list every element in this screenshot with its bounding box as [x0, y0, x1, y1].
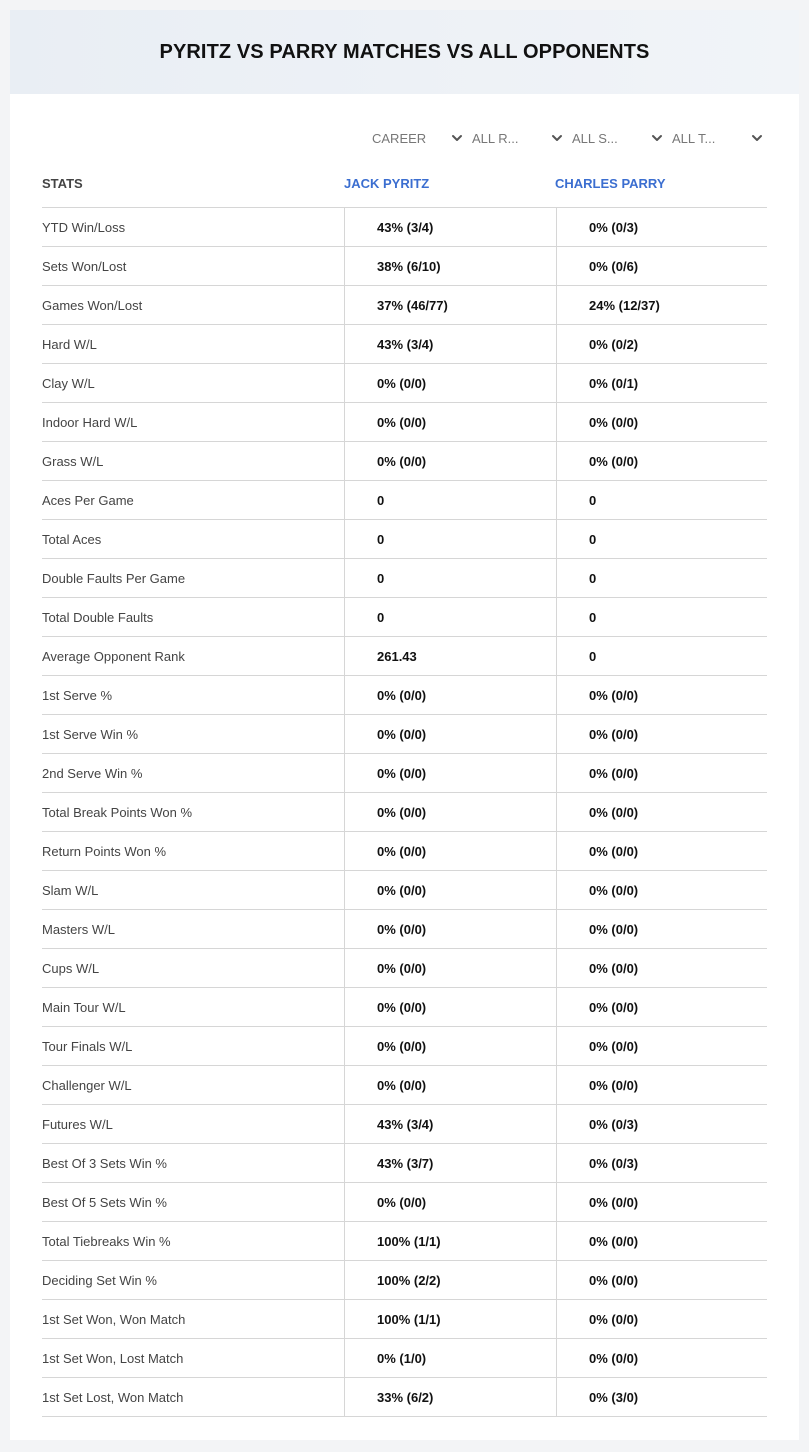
card-header — [10, 10, 799, 94]
tour-filter[interactable] — [667, 128, 767, 148]
table-row — [42, 1300, 767, 1339]
table-row — [42, 1144, 767, 1183]
player2-stat-value: 0% (0/0) — [556, 676, 767, 714]
table-row — [42, 1183, 767, 1222]
player2-stat-value: 0% (0/0) — [556, 988, 767, 1026]
player2-stat-value: 0 — [556, 637, 767, 675]
surface-filter[interactable] — [567, 128, 667, 148]
stat-label: Challenger W/L — [42, 1077, 132, 1093]
table-row — [42, 1105, 767, 1144]
player1-stat-value: 38% (6/10) — [344, 247, 556, 285]
player1-stat-value: 0% (0/0) — [344, 754, 556, 792]
player1-column-header[interactable]: JACK PYRITZ — [344, 176, 430, 191]
player1-stat-value: 0% (0/0) — [344, 1027, 556, 1065]
page-title: PYRITZ VS PARRY MATCHES VS ALL OPPONENTS — [159, 40, 650, 63]
stat-label: Games Won/Lost — [42, 297, 143, 313]
stat-label: Average Opponent Rank — [42, 648, 185, 664]
chevron-down-icon — [651, 132, 663, 144]
table-row — [42, 247, 767, 286]
stat-label: Best Of 3 Sets Win % — [42, 1155, 167, 1171]
player2-stat-value: 0% (0/2) — [556, 325, 767, 363]
table-row — [42, 325, 767, 364]
player2-stat-value: 0% (0/1) — [556, 364, 767, 402]
chevron-down-icon — [751, 132, 763, 144]
player1-stat-value: 0% (0/0) — [344, 871, 556, 909]
player2-stat-value: 0% (0/6) — [556, 247, 767, 285]
player2-stat-value: 0% (0/3) — [556, 1144, 767, 1182]
player1-stat-value: 0% (0/0) — [344, 949, 556, 987]
table-row — [42, 364, 767, 403]
player1-stat-value: 100% (2/2) — [344, 1261, 556, 1299]
stat-label: Masters W/L — [42, 921, 115, 937]
player2-stat-value: 0% (0/0) — [556, 442, 767, 480]
stat-label: 1st Set Lost, Won Match — [42, 1389, 184, 1405]
stat-label: Total Aces — [42, 531, 102, 547]
stats-table — [42, 160, 767, 1417]
player2-stat-value: 0 — [556, 481, 767, 519]
stat-label: Tour Finals W/L — [42, 1038, 133, 1054]
player2-stat-value: 0% (0/0) — [556, 715, 767, 753]
table-row — [42, 481, 767, 520]
table-row — [42, 1378, 767, 1417]
stats-column-header: STATS — [42, 176, 83, 191]
period-filter[interactable] — [367, 128, 467, 148]
player1-stat-value: 33% (6/2) — [344, 1378, 556, 1416]
stat-label: Deciding Set Win % — [42, 1272, 157, 1288]
stat-label: 1st Set Won, Won Match — [42, 1311, 186, 1327]
table-row — [42, 637, 767, 676]
table-header — [42, 160, 767, 208]
player1-stat-value: 43% (3/4) — [344, 208, 556, 246]
stat-label: Total Double Faults — [42, 609, 154, 625]
player2-stat-value: 0% (0/0) — [556, 832, 767, 870]
player1-stat-value: 0% (0/0) — [344, 832, 556, 870]
table-row — [42, 832, 767, 871]
player2-stat-value: 0 — [556, 520, 767, 558]
player1-stat-value: 43% (3/4) — [344, 1105, 556, 1143]
player1-stat-value: 0% (0/0) — [344, 403, 556, 441]
player1-stat-value: 0 — [344, 481, 556, 519]
table-row — [42, 793, 767, 832]
player2-stat-value: 0% (0/0) — [556, 1183, 767, 1221]
player2-stat-value: 0% (0/0) — [556, 793, 767, 831]
player1-stat-value: 100% (1/1) — [344, 1222, 556, 1260]
table-body — [42, 208, 767, 1417]
stat-label: 2nd Serve Win % — [42, 765, 143, 781]
stat-label: Double Faults Per Game — [42, 570, 186, 586]
stat-label: Clay W/L — [42, 375, 95, 391]
player1-stat-value: 0% (0/0) — [344, 1183, 556, 1221]
player2-stat-value: 0% (0/0) — [556, 1027, 767, 1065]
player2-stat-value: 0% (0/0) — [556, 1300, 767, 1338]
player1-stat-value: 0% (1/0) — [344, 1339, 556, 1377]
player1-stat-value: 0% (0/0) — [344, 793, 556, 831]
table-row — [42, 1222, 767, 1261]
player2-stat-value: 0 — [556, 598, 767, 636]
table-row — [42, 598, 767, 637]
player2-stat-value: 0% (0/0) — [556, 910, 767, 948]
player1-stat-value: 0% (0/0) — [344, 910, 556, 948]
table-row — [42, 286, 767, 325]
player1-stat-value: 261.43 — [344, 637, 556, 675]
player1-stat-value: 0% (0/0) — [344, 715, 556, 753]
surface-filter-label: ALL S... — [572, 130, 618, 146]
table-row — [42, 871, 767, 910]
table-row — [42, 208, 767, 247]
table-row — [42, 676, 767, 715]
chevron-down-icon — [551, 132, 563, 144]
player2-stat-value: 0% (0/0) — [556, 871, 767, 909]
player1-stat-value: 43% (3/7) — [344, 1144, 556, 1182]
table-row — [42, 442, 767, 481]
player2-stat-value: 0% (0/0) — [556, 1066, 767, 1104]
player2-stat-value: 0% (0/3) — [556, 1105, 767, 1143]
stat-label: Indoor Hard W/L — [42, 414, 138, 430]
player1-stat-value: 0% (0/0) — [344, 988, 556, 1026]
player1-stat-value: 0% (0/0) — [344, 1066, 556, 1104]
stat-label: Hard W/L — [42, 336, 97, 352]
player1-stat-value: 43% (3/4) — [344, 325, 556, 363]
stat-label: Grass W/L — [42, 453, 104, 469]
player2-stat-value: 0% (0/0) — [556, 1261, 767, 1299]
player2-stat-value: 24% (12/37) — [556, 286, 767, 324]
stat-label: Return Points Won % — [42, 843, 167, 859]
player2-stat-value: 0% (0/0) — [556, 403, 767, 441]
player2-stat-value: 0% (0/0) — [556, 1222, 767, 1260]
stat-label: 1st Set Won, Lost Match — [42, 1350, 184, 1366]
stat-label: Total Tiebreaks Win % — [42, 1233, 171, 1249]
chevron-down-icon — [451, 132, 463, 144]
player2-column-header[interactable]: CHARLES PARRY — [555, 176, 666, 191]
player1-stat-value: 37% (46/77) — [344, 286, 556, 324]
round-filter[interactable] — [467, 128, 567, 148]
filter-bar — [367, 128, 767, 148]
round-filter-label: ALL R... — [472, 130, 519, 146]
table-row — [42, 520, 767, 559]
player2-stat-value: 0% (0/0) — [556, 1339, 767, 1377]
stat-label: Slam W/L — [42, 882, 99, 898]
period-filter-label: CAREER — [372, 130, 427, 146]
table-row — [42, 1261, 767, 1300]
table-row — [42, 403, 767, 442]
player2-stat-value: 0% (0/0) — [556, 754, 767, 792]
table-row — [42, 559, 767, 598]
stat-label: 1st Serve % — [42, 687, 113, 703]
player1-stat-value: 0% (0/0) — [344, 676, 556, 714]
stat-label: Cups W/L — [42, 960, 100, 976]
tour-filter-label: ALL T... — [672, 130, 716, 146]
stat-label: Sets Won/Lost — [42, 258, 127, 274]
table-row — [42, 1066, 767, 1105]
player1-stat-value: 100% (1/1) — [344, 1300, 556, 1338]
table-row — [42, 988, 767, 1027]
player1-stat-value: 0% (0/0) — [344, 442, 556, 480]
table-row — [42, 910, 767, 949]
table-row — [42, 949, 767, 988]
player2-stat-value: 0 — [556, 559, 767, 597]
table-row — [42, 1027, 767, 1066]
player2-stat-value: 0% (3/0) — [556, 1378, 767, 1416]
stat-label: Total Break Points Won % — [42, 804, 193, 820]
player1-stat-value: 0 — [344, 598, 556, 636]
stat-label: YTD Win/Loss — [42, 219, 126, 235]
stat-label: Futures W/L — [42, 1116, 113, 1132]
player1-stat-value: 0 — [344, 520, 556, 558]
player1-stat-value: 0 — [344, 559, 556, 597]
stat-label: Main Tour W/L — [42, 999, 126, 1015]
stat-label: Aces Per Game — [42, 492, 134, 508]
table-row — [42, 754, 767, 793]
stat-label: 1st Serve Win % — [42, 726, 139, 742]
stat-label: Best Of 5 Sets Win % — [42, 1194, 167, 1210]
player2-stat-value: 0% (0/0) — [556, 949, 767, 987]
table-row — [42, 715, 767, 754]
stats-card — [10, 10, 799, 1440]
player2-stat-value: 0% (0/3) — [556, 208, 767, 246]
table-row — [42, 1339, 767, 1378]
player1-stat-value: 0% (0/0) — [344, 364, 556, 402]
